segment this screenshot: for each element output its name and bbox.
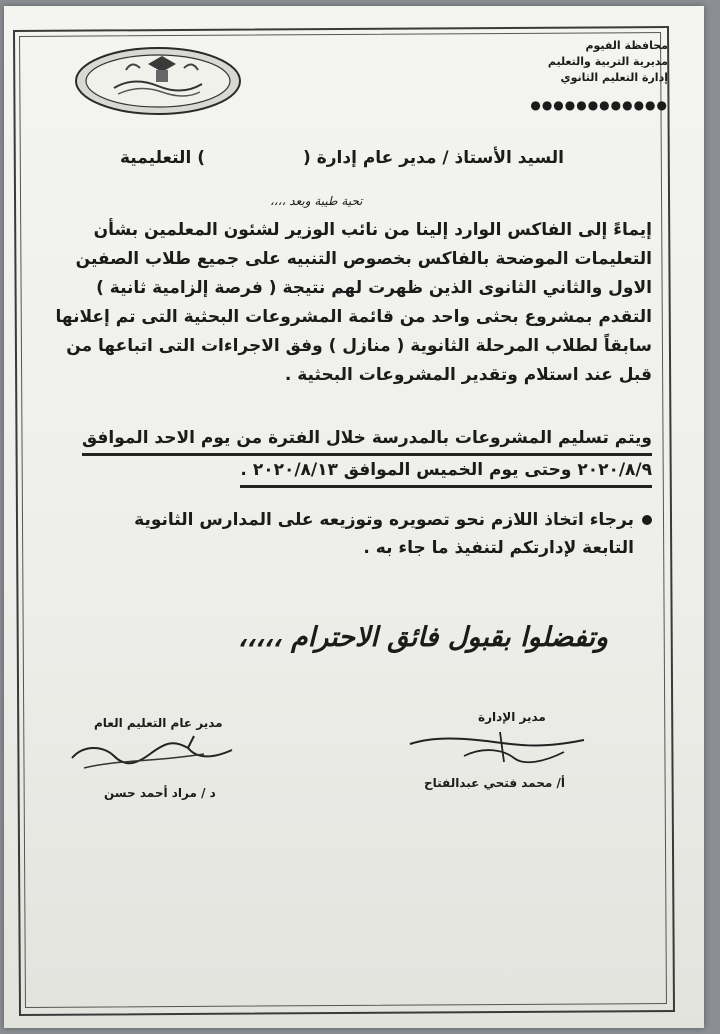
addressee-suffix: ) التعليمية [120, 148, 205, 168]
delivery-line: ويتم تسليم المشروعات بالمدرسة خلال الفترة من يوم الاحد الموافق [82, 424, 652, 456]
department-name: إدارة التعليم الثانوي [560, 71, 668, 84]
body-line: سابقاً لطلاب المرحلة الثانوية ( منازل ) وفق الاجراءات التى اتباعها من [66, 336, 652, 356]
body-line: قبل عند استلام وتقدير المشروعات البحثية . [284, 365, 652, 385]
body-line: التقدم بمشروع بحثى واحد من قائمة المشروعات البحثية التى تم إعلانها [55, 307, 652, 327]
delivery-paragraph [32, 424, 652, 488]
instruction-block [32, 506, 652, 562]
addressee-title: السيد الأستاذ / مدير عام إدارة ( [303, 148, 564, 168]
instruction-line: التابعة لإدارتكم لتنفيذ ما جاء به . [363, 538, 634, 558]
body-line: إيماءً إلى الفاكس الوارد إلينا من نائب الوزير لشئون المعلمين بشأن [93, 220, 652, 240]
bullet-icon [642, 515, 652, 525]
left-signatory-name: د / مراد أحمد حسن [104, 786, 216, 800]
body-paragraph [50, 216, 652, 390]
closing-phrase: وتفضلوا بقبول فائق الاحترام ،،،،، [238, 622, 609, 653]
instruction-line: برجاء اتخاذ اللازم نحو تصويره وتوزيعه على المدارس الثانوية [134, 510, 634, 530]
body-line: التعليمات الموضحة بالفاكس بخصوص التنبيه على جميع طلاب الصفين [75, 249, 652, 269]
right-handwritten-signature [404, 728, 594, 768]
right-signatory-name: أ/ محمد فتحي عبدالفتاح [424, 776, 565, 790]
header-dots: ●●●●●●●●●●●● [530, 98, 668, 112]
body-line: الاول والثاني الثانوى الذين ظهرت لهم نتيجة ( فرصة إلزامية ثانية ) [96, 278, 652, 298]
directorate-name: مديرية التربية والتعليم [547, 55, 668, 68]
left-handwritten-signature [64, 730, 244, 780]
governorate-name: محافظة الفيوم [585, 39, 668, 52]
document-sheet [4, 6, 704, 1028]
left-signatory-title: مدير عام التعليم العام [94, 716, 223, 730]
directorate-logo [74, 46, 242, 116]
right-signatory-title: مدير الإدارة [478, 710, 546, 724]
greeting: تحية طيبة وبعد ،،،، [270, 194, 363, 208]
delivery-dates-line: ٢٠٢٠/٨/٩ وحتى يوم الخميس الموافق ٢٠٢٠/٨/١٣ . [240, 456, 652, 488]
